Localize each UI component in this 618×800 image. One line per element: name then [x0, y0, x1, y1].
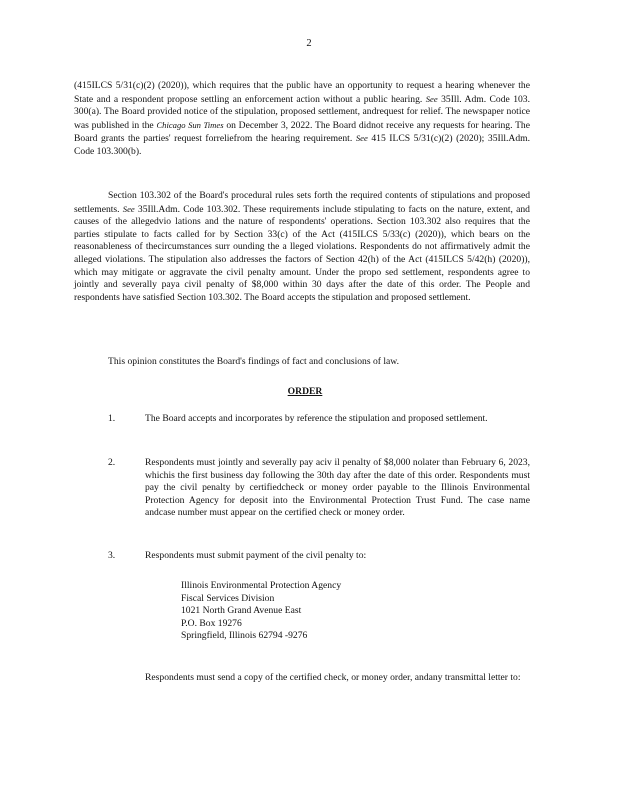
- order-item-number: 2.: [108, 457, 116, 468]
- para2-text-2: 35Ill.Adm. Code 103.302. These requirements include stipulating to facts on the nature, extent, and causes of the allegedvio lations and the nature of respondents' operations. Section 103.302 also requires that the parties stipulate to facts called for by Section 33(c) of the Act (415ILCS 5/33(c) (2020)), which bears on the reasonableness of thecircumstances surr ounding the a lleged violations. Respondents do not affirmatively admit the alleged violations. The stipulation also addresses the factors of Section 42(h) of the Act (415ILCS 5/42(h) (2020)), which may mitigate or aggravate the civil penalty amount. Under the propo sed settlement, respondents agree to jointly and severally paya civil penalty of $8,000 within 30 days after the date of this order. The People and respondents have satisfied Section 103.302. The Board accepts the stipulation and proposed settlement.: [74, 203, 530, 303]
- address-line: P.O. Box 19276: [181, 617, 242, 629]
- order-item: [108, 550, 530, 563]
- order-item-text: The Board accepts and incorporates by reference the stipulation and proposed settlement.: [145, 413, 488, 424]
- newspaper-name: Chicago Sun Times: [156, 119, 224, 130]
- para1-text-4: 415 ILCS 5/31(c)(2) (2020); 35Ill.Adm. Code 103.300(b).: [74, 133, 531, 157]
- para1-text-1: (415ILCS 5/31(c)(2) (2020)), which requires that the public have an opportunity to request a hearing whenever the State and a respondent propose settling an enforcement action without a public hearing.: [74, 80, 530, 105]
- address-line: Springfield, Illinois 62794 -9276: [181, 630, 308, 642]
- order-heading: [0, 386, 618, 397]
- address-line: Illinois Environmental Protection Agency: [181, 580, 342, 591]
- order-item-number: 3.: [108, 550, 116, 561]
- para2-text-1: Section 103.302 of the Board's procedural rules sets forth the required contents of stipulations and proposed settlements.: [74, 190, 530, 215]
- order-item-number: 1.: [108, 413, 116, 424]
- address-line: 1021 North Grand Avenue East: [181, 605, 302, 617]
- address-line: Fiscal Services Division: [181, 592, 275, 604]
- paragraph-public-hearing: [74, 80, 530, 159]
- order-heading-text: ORDER: [287, 386, 323, 397]
- para1-text-2: 35Ill. Adm. Code 103. 300(a). The Board provided notice of the stipulation, proposed settlement, andrequest for relief. The newspaper notice was published in the: [74, 93, 531, 131]
- order-item: [108, 413, 530, 426]
- page-number: 2: [306, 38, 312, 49]
- para1-text-3: on December 3, 2022. The Board didnot receive any requests for hearing. The Board grants the parties' request forreliefrom the hearing requirement.: [74, 119, 530, 145]
- citation-see: See: [425, 93, 438, 104]
- citation-see: See: [355, 133, 368, 144]
- order-item-text: Respondents must submit payment of the civil penalty to:: [145, 550, 367, 561]
- order-item-text: Respondents must jointly and severally pay aciv il penalty of $8,000 nolater than February 6, 2023, whichis the first business day following the 30th day after the date of this order. Respondents must pay the civil penalty by certifiedcheck or money order payable to the Illinois Environmental Protection Agency for deposit into the Environmental Protection Trust Fund. The case name andcase number must appear on the certified check or money order.: [145, 457, 530, 519]
- paragraph-section-103-302: [74, 190, 530, 304]
- citation-see: See: [122, 203, 135, 214]
- payment-address: [181, 580, 341, 643]
- paragraph-findings: This opinion constitutes the Board's findings of fact and conclusions of law.: [108, 356, 400, 367]
- order-item: [108, 457, 530, 520]
- paragraph-send-copy: Respondents must send a copy of the certified check, or money order, andany transmittal letter to:: [145, 671, 521, 683]
